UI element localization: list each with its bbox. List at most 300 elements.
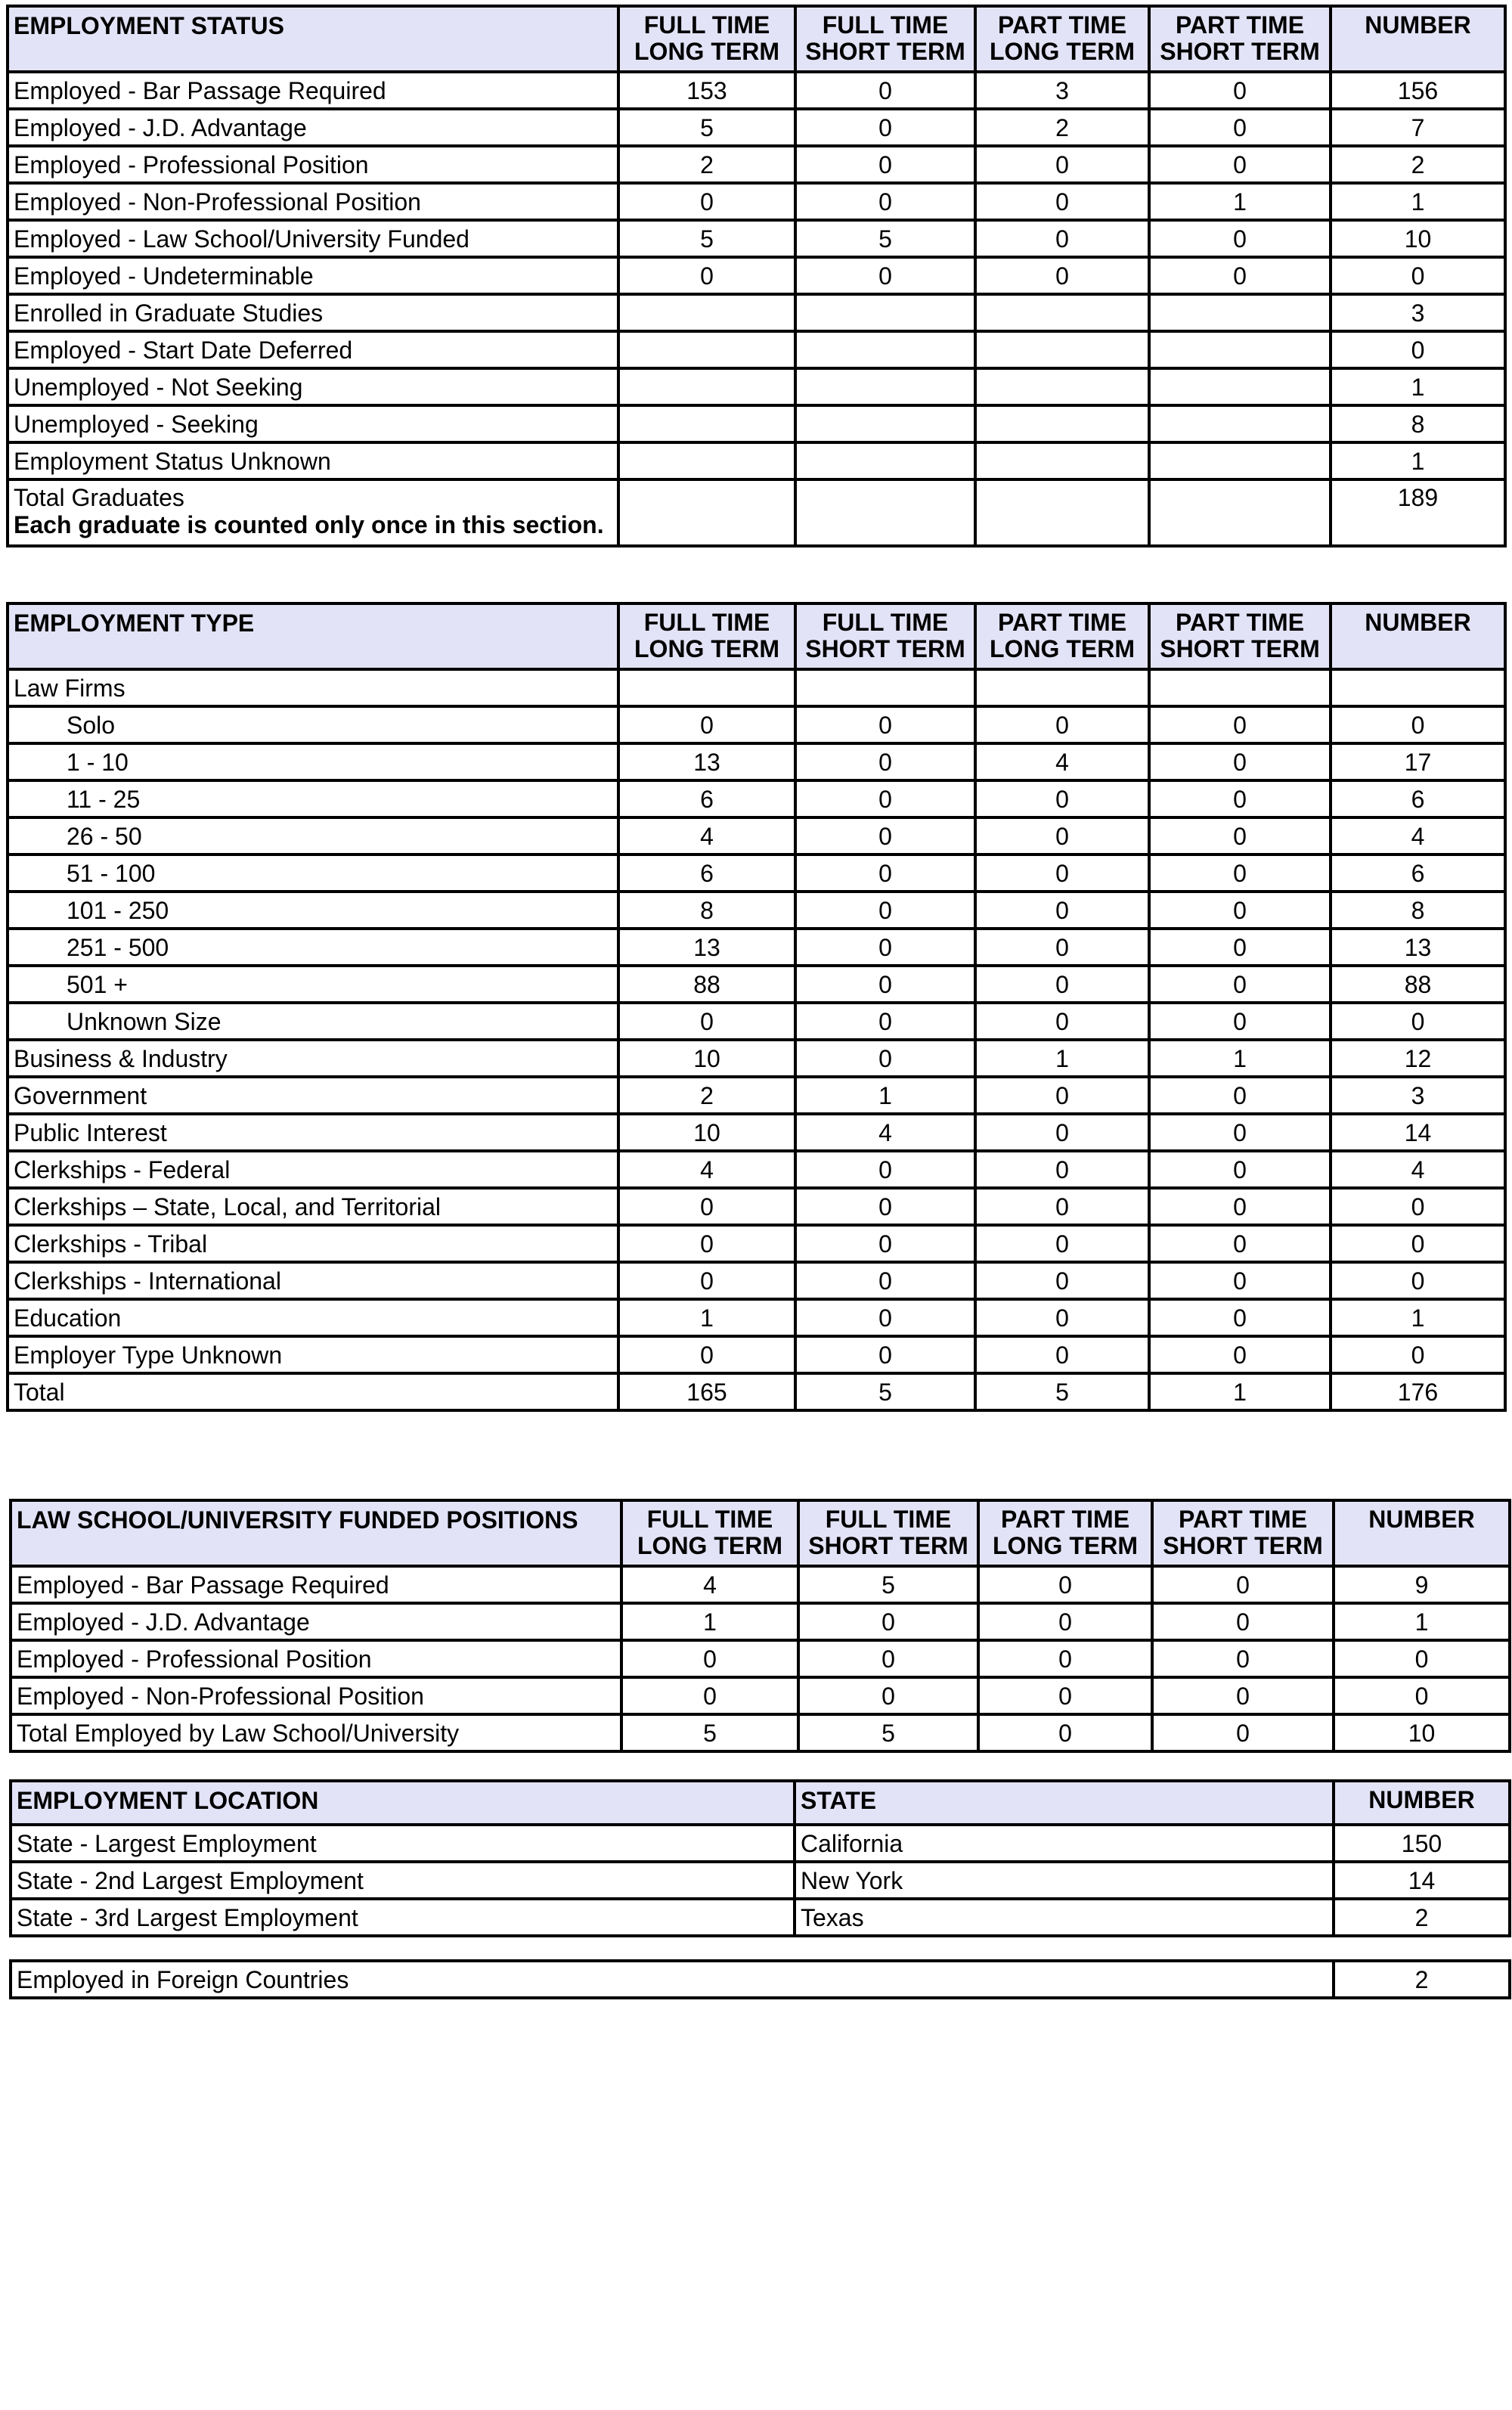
value-cell: 1 xyxy=(1149,183,1331,220)
value-cell: 1 xyxy=(1334,1603,1510,1640)
value-cell xyxy=(1331,669,1505,706)
col-header: PART TIME LONG TERM xyxy=(978,1500,1152,1566)
row-label: Clerkships - International xyxy=(8,1262,618,1299)
value-cell xyxy=(618,669,795,706)
value-cell: 0 xyxy=(1149,855,1331,892)
col-header: PART TIME SHORT TERM xyxy=(1149,603,1331,669)
table-row xyxy=(11,1714,1510,1751)
table-row xyxy=(8,146,1505,183)
value-cell xyxy=(795,479,975,546)
table-row xyxy=(8,257,1505,294)
value-cell: 2 xyxy=(618,1077,795,1114)
value-cell: 5 xyxy=(795,1373,975,1410)
value-cell: 2 xyxy=(1331,146,1505,183)
row-label: Business & Industry xyxy=(8,1040,618,1077)
value-cell: 0 xyxy=(618,1262,795,1299)
value-cell: 1 xyxy=(1149,1373,1331,1410)
value-cell: 5 xyxy=(621,1714,798,1751)
number-col-header: NUMBER xyxy=(1334,1781,1510,1825)
value-cell: 0 xyxy=(1149,1003,1331,1040)
value-cell: 5 xyxy=(798,1566,978,1603)
value-cell: 0 xyxy=(975,1336,1149,1373)
value-cell: 0 xyxy=(1331,331,1505,368)
row-label: Unemployed - Not Seeking xyxy=(8,368,618,405)
value-cell xyxy=(975,368,1149,405)
value-cell xyxy=(618,294,795,331)
row-label: Employed - Professional Position xyxy=(11,1640,621,1677)
value-cell: 5 xyxy=(795,220,975,257)
value-cell: 1 xyxy=(618,1299,795,1336)
value-cell: 0 xyxy=(975,1114,1149,1151)
row-label: Total xyxy=(8,1373,618,1410)
value-cell xyxy=(795,294,975,331)
value-cell: 0 xyxy=(795,892,975,929)
section-title: EMPLOYMENT LOCATION xyxy=(11,1781,795,1825)
row-label: Clerkships - Tribal xyxy=(8,1225,618,1262)
value-cell: 0 xyxy=(1149,780,1331,817)
value-cell: 4 xyxy=(795,1114,975,1151)
value-cell: 0 xyxy=(618,183,795,220)
value-cell: 176 xyxy=(1331,1373,1505,1410)
value-cell: 8 xyxy=(618,892,795,929)
value-cell: 0 xyxy=(975,966,1149,1003)
row-label: Clerkships – State, Local, and Territorial xyxy=(8,1188,618,1225)
value-cell: 0 xyxy=(795,817,975,855)
value-cell: 88 xyxy=(1331,966,1505,1003)
row-label: 51 - 100 xyxy=(8,855,618,892)
col-header: FULL TIME LONG TERM xyxy=(621,1500,798,1566)
table-row xyxy=(8,966,1505,1003)
col-header: NUMBER xyxy=(1334,1500,1510,1566)
value-cell: 10 xyxy=(1331,220,1505,257)
row-label: Solo xyxy=(8,706,618,743)
value-cell: 165 xyxy=(618,1373,795,1410)
value-cell: 0 xyxy=(1152,1640,1334,1677)
value-cell xyxy=(795,405,975,442)
value-cell: 1 xyxy=(1331,1299,1505,1336)
value-cell: 0 xyxy=(975,817,1149,855)
value-cell: 0 xyxy=(795,1003,975,1040)
value-cell: 0 xyxy=(1149,1299,1331,1336)
value-cell: 0 xyxy=(978,1677,1152,1714)
table-row xyxy=(11,1603,1510,1640)
col-header: FULL TIME LONG TERM xyxy=(618,603,795,669)
row-label: Total Employed by Law School/University xyxy=(11,1714,621,1751)
value-cell: 8 xyxy=(1331,892,1505,929)
table-row xyxy=(8,72,1505,109)
value-cell: 0 xyxy=(1149,706,1331,743)
state-cell: Texas xyxy=(795,1899,1334,1936)
row-label: Enrolled in Graduate Studies xyxy=(8,294,618,331)
row-label: Employed - Professional Position xyxy=(8,146,618,183)
row-label: Public Interest xyxy=(8,1114,618,1151)
row-label xyxy=(8,479,618,546)
row-label: Unknown Size xyxy=(8,1003,618,1040)
value-cell: 0 xyxy=(795,257,975,294)
table-row xyxy=(8,1299,1505,1336)
value-cell: 0 xyxy=(1149,966,1331,1003)
value-cell xyxy=(975,479,1149,546)
number-cell: 2 xyxy=(1334,1961,1510,1998)
row-label: Unemployed - Seeking xyxy=(8,405,618,442)
value-cell: 0 xyxy=(975,780,1149,817)
table-row xyxy=(8,1188,1505,1225)
table-row xyxy=(8,929,1505,966)
value-cell: 3 xyxy=(1331,294,1505,331)
row-label: Employed - Non-Professional Position xyxy=(11,1677,621,1714)
value-cell xyxy=(1149,442,1331,479)
col-header: NUMBER xyxy=(1331,603,1505,669)
table-row xyxy=(8,1040,1505,1077)
value-cell xyxy=(975,669,1149,706)
col-header: PART TIME SHORT TERM xyxy=(1149,6,1331,72)
value-cell xyxy=(795,368,975,405)
row-label: Employed - Non-Professional Position xyxy=(8,183,618,220)
table-row xyxy=(8,1003,1505,1040)
value-cell: 0 xyxy=(975,929,1149,966)
value-cell: 0 xyxy=(618,257,795,294)
row-label: State - Largest Employment xyxy=(11,1825,795,1862)
value-cell xyxy=(1149,294,1331,331)
value-cell: 0 xyxy=(975,220,1149,257)
value-cell xyxy=(975,405,1149,442)
value-cell: 0 xyxy=(1152,1566,1334,1603)
row-label: Employed - J.D. Advantage xyxy=(11,1603,621,1640)
value-cell: 0 xyxy=(1331,1225,1505,1262)
value-cell: 0 xyxy=(618,1188,795,1225)
value-cell: 2 xyxy=(975,109,1149,146)
value-cell: 0 xyxy=(1149,1225,1331,1262)
value-cell: 0 xyxy=(795,929,975,966)
value-cell: 6 xyxy=(618,855,795,892)
section-title: LAW SCHOOL/UNIVERSITY FUNDED POSITIONS xyxy=(11,1500,621,1566)
table-row xyxy=(8,109,1505,146)
section-title: EMPLOYMENT STATUS xyxy=(8,6,618,72)
table-row xyxy=(11,1825,1510,1862)
value-cell: 0 xyxy=(1149,109,1331,146)
value-cell: 0 xyxy=(795,1188,975,1225)
employment-location-table xyxy=(9,1779,1511,1937)
value-cell: 0 xyxy=(1149,929,1331,966)
row-label: 501 + xyxy=(8,966,618,1003)
value-cell: 153 xyxy=(618,72,795,109)
value-cell xyxy=(618,442,795,479)
value-cell: 0 xyxy=(975,1151,1149,1188)
row-label: Law Firms xyxy=(8,669,618,706)
table-row xyxy=(11,1961,1510,1998)
value-cell: 10 xyxy=(618,1114,795,1151)
row-label: Employment Status Unknown xyxy=(8,442,618,479)
value-cell: 0 xyxy=(1331,1336,1505,1373)
value-cell: 8 xyxy=(1331,405,1505,442)
total-label: Total Graduates xyxy=(14,484,184,511)
value-cell: 6 xyxy=(618,780,795,817)
value-cell: 0 xyxy=(618,1225,795,1262)
table-row xyxy=(8,405,1505,442)
value-cell: 0 xyxy=(975,1262,1149,1299)
value-cell: 0 xyxy=(1331,1003,1505,1040)
value-cell xyxy=(1149,405,1331,442)
row-label: State - 2nd Largest Employment xyxy=(11,1862,795,1899)
value-cell: 1 xyxy=(795,1077,975,1114)
value-cell: 0 xyxy=(795,1336,975,1373)
value-cell: 0 xyxy=(618,706,795,743)
value-cell: 10 xyxy=(618,1040,795,1077)
value-cell: 0 xyxy=(798,1640,978,1677)
value-cell: 13 xyxy=(618,929,795,966)
value-cell: 1 xyxy=(621,1603,798,1640)
col-header: PART TIME LONG TERM xyxy=(975,6,1149,72)
value-cell: 1 xyxy=(975,1040,1149,1077)
value-cell: 0 xyxy=(1152,1714,1334,1751)
value-cell: 0 xyxy=(978,1640,1152,1677)
value-cell: 1 xyxy=(1331,368,1505,405)
col-header: PART TIME LONG TERM xyxy=(975,603,1149,669)
value-cell: 0 xyxy=(795,1040,975,1077)
col-header: PART TIME SHORT TERM xyxy=(1152,1500,1334,1566)
value-cell: 0 xyxy=(1149,892,1331,929)
value-cell: 6 xyxy=(1331,780,1505,817)
col-header: NUMBER xyxy=(1331,6,1505,72)
table-row xyxy=(8,706,1505,743)
row-label: Employed - Undeterminable xyxy=(8,257,618,294)
value-cell: 0 xyxy=(1149,146,1331,183)
value-cell xyxy=(618,331,795,368)
number-cell: 150 xyxy=(1334,1825,1510,1862)
table-row xyxy=(11,1862,1510,1899)
value-cell: 0 xyxy=(1149,1077,1331,1114)
value-cell: 0 xyxy=(1149,743,1331,780)
row-label: Employer Type Unknown xyxy=(8,1336,618,1373)
row-label: 26 - 50 xyxy=(8,817,618,855)
col-header: FULL TIME SHORT TERM xyxy=(795,603,975,669)
value-cell: 0 xyxy=(1152,1677,1334,1714)
value-cell: 5 xyxy=(798,1714,978,1751)
value-cell: 4 xyxy=(1331,817,1505,855)
table-row xyxy=(11,1640,1510,1677)
value-cell: 0 xyxy=(795,1262,975,1299)
row-label: State - 3rd Largest Employment xyxy=(11,1899,795,1936)
value-cell: 0 xyxy=(1149,1188,1331,1225)
row-label: Employed - Bar Passage Required xyxy=(8,72,618,109)
value-cell xyxy=(975,442,1149,479)
value-cell xyxy=(618,405,795,442)
value-cell: 4 xyxy=(1331,1151,1505,1188)
value-cell: 0 xyxy=(975,1299,1149,1336)
table-row xyxy=(8,294,1505,331)
value-cell: 0 xyxy=(621,1677,798,1714)
value-cell: 0 xyxy=(975,257,1149,294)
value-cell: 1 xyxy=(1331,183,1505,220)
table-row xyxy=(8,1114,1505,1151)
foreign-employment-table xyxy=(9,1959,1511,1999)
value-cell: 0 xyxy=(795,743,975,780)
table-row xyxy=(8,817,1505,855)
value-cell: 0 xyxy=(975,1077,1149,1114)
value-cell: 0 xyxy=(618,1336,795,1373)
table-row xyxy=(8,892,1505,929)
value-cell: 5 xyxy=(975,1373,1149,1410)
value-cell xyxy=(795,442,975,479)
value-cell: 10 xyxy=(1334,1714,1510,1751)
value-cell: 189 xyxy=(1331,479,1505,546)
value-cell: 17 xyxy=(1331,743,1505,780)
value-cell: 0 xyxy=(975,706,1149,743)
number-cell: 14 xyxy=(1334,1862,1510,1899)
value-cell: 2 xyxy=(618,146,795,183)
value-cell xyxy=(1149,368,1331,405)
table-row xyxy=(8,183,1505,220)
value-cell: 0 xyxy=(978,1566,1152,1603)
value-cell xyxy=(975,294,1149,331)
number-cell: 2 xyxy=(1334,1899,1510,1936)
value-cell: 3 xyxy=(975,72,1149,109)
table-row xyxy=(8,1151,1505,1188)
value-cell: 0 xyxy=(975,1003,1149,1040)
table-row xyxy=(8,780,1505,817)
value-cell xyxy=(975,331,1149,368)
value-cell xyxy=(795,669,975,706)
value-cell: 0 xyxy=(1331,257,1505,294)
table-row xyxy=(8,442,1505,479)
value-cell: 0 xyxy=(795,1151,975,1188)
table-row xyxy=(8,855,1505,892)
row-label: Employed - Start Date Deferred xyxy=(8,331,618,368)
value-cell: 0 xyxy=(798,1603,978,1640)
value-cell: 0 xyxy=(1149,1114,1331,1151)
value-cell: 0 xyxy=(978,1603,1152,1640)
value-cell: 0 xyxy=(1331,1262,1505,1299)
row-label: Employed - Law School/University Funded xyxy=(8,220,618,257)
value-cell xyxy=(1149,479,1331,546)
row-label: Education xyxy=(8,1299,618,1336)
value-cell: 0 xyxy=(975,146,1149,183)
row-label: Clerkships - Federal xyxy=(8,1151,618,1188)
table-row xyxy=(8,331,1505,368)
value-cell: 0 xyxy=(1152,1603,1334,1640)
table-row xyxy=(8,220,1505,257)
row-label: 11 - 25 xyxy=(8,780,618,817)
value-cell: 13 xyxy=(618,743,795,780)
value-cell: 0 xyxy=(795,109,975,146)
value-cell: 14 xyxy=(1331,1114,1505,1151)
value-cell: 12 xyxy=(1331,1040,1505,1077)
table-row xyxy=(8,669,1505,706)
value-cell: 5 xyxy=(618,220,795,257)
value-cell: 4 xyxy=(618,817,795,855)
value-cell xyxy=(1149,669,1331,706)
value-cell: 0 xyxy=(795,146,975,183)
value-cell: 0 xyxy=(1149,1336,1331,1373)
value-cell: 0 xyxy=(1149,257,1331,294)
value-cell: 0 xyxy=(795,183,975,220)
value-cell xyxy=(618,368,795,405)
value-cell: 5 xyxy=(618,109,795,146)
value-cell: 0 xyxy=(1331,1188,1505,1225)
value-cell: 0 xyxy=(1334,1640,1510,1677)
value-cell: 7 xyxy=(1331,109,1505,146)
row-label: Employed - J.D. Advantage xyxy=(8,109,618,146)
value-cell: 0 xyxy=(975,892,1149,929)
value-cell xyxy=(618,479,795,546)
value-cell: 0 xyxy=(795,855,975,892)
value-cell: 0 xyxy=(975,183,1149,220)
col-header: FULL TIME SHORT TERM xyxy=(798,1500,978,1566)
value-cell xyxy=(795,331,975,368)
table-row xyxy=(8,743,1505,780)
total-note: Each graduate is counted only once in this section. xyxy=(14,511,604,538)
row-label: Employed - Bar Passage Required xyxy=(11,1566,621,1603)
row-label: 101 - 250 xyxy=(8,892,618,929)
value-cell: 0 xyxy=(1334,1677,1510,1714)
row-label: Government xyxy=(8,1077,618,1114)
employment-status-table xyxy=(6,5,1507,547)
table-row xyxy=(11,1677,1510,1714)
row-label: 251 - 500 xyxy=(8,929,618,966)
state-cell: California xyxy=(795,1825,1334,1862)
value-cell: 4 xyxy=(618,1151,795,1188)
value-cell: 0 xyxy=(1149,817,1331,855)
value-cell: 0 xyxy=(618,1003,795,1040)
value-cell: 4 xyxy=(975,743,1149,780)
value-cell: 0 xyxy=(795,706,975,743)
value-cell: 0 xyxy=(1149,72,1331,109)
value-cell: 0 xyxy=(975,1188,1149,1225)
row-label: 1 - 10 xyxy=(8,743,618,780)
value-cell: 0 xyxy=(795,1225,975,1262)
table-row xyxy=(11,1899,1510,1936)
value-cell: 6 xyxy=(1331,855,1505,892)
value-cell xyxy=(1149,331,1331,368)
value-cell: 13 xyxy=(1331,929,1505,966)
employment-type-table xyxy=(6,602,1507,1412)
value-cell: 0 xyxy=(1149,1262,1331,1299)
table-row xyxy=(11,1566,1510,1603)
funded-positions-table xyxy=(9,1499,1511,1753)
value-cell: 3 xyxy=(1331,1077,1505,1114)
value-cell: 0 xyxy=(795,966,975,1003)
col-header: FULL TIME SHORT TERM xyxy=(795,6,975,72)
section-title: EMPLOYMENT TYPE xyxy=(8,603,618,669)
value-cell: 0 xyxy=(975,855,1149,892)
col-header: FULL TIME LONG TERM xyxy=(618,6,795,72)
value-cell: 9 xyxy=(1334,1566,1510,1603)
value-cell: 0 xyxy=(1331,706,1505,743)
table-row xyxy=(8,1336,1505,1373)
value-cell: 0 xyxy=(1149,1151,1331,1188)
value-cell: 0 xyxy=(798,1677,978,1714)
value-cell: 4 xyxy=(621,1566,798,1603)
table-row xyxy=(8,1225,1505,1262)
state-cell: New York xyxy=(795,1862,1334,1899)
table-row xyxy=(8,368,1505,405)
value-cell: 0 xyxy=(795,780,975,817)
value-cell: 0 xyxy=(795,1299,975,1336)
value-cell: 88 xyxy=(618,966,795,1003)
value-cell: 156 xyxy=(1331,72,1505,109)
table-row xyxy=(8,1373,1505,1410)
value-cell: 0 xyxy=(1149,220,1331,257)
value-cell: 1 xyxy=(1149,1040,1331,1077)
total-graduates-row xyxy=(8,479,1505,546)
value-cell: 1 xyxy=(1331,442,1505,479)
value-cell: 0 xyxy=(978,1714,1152,1751)
value-cell: 0 xyxy=(975,1225,1149,1262)
table-row xyxy=(8,1077,1505,1114)
table-row xyxy=(8,1262,1505,1299)
value-cell: 0 xyxy=(621,1640,798,1677)
row-label: Employed in Foreign Countries xyxy=(11,1961,1334,1998)
